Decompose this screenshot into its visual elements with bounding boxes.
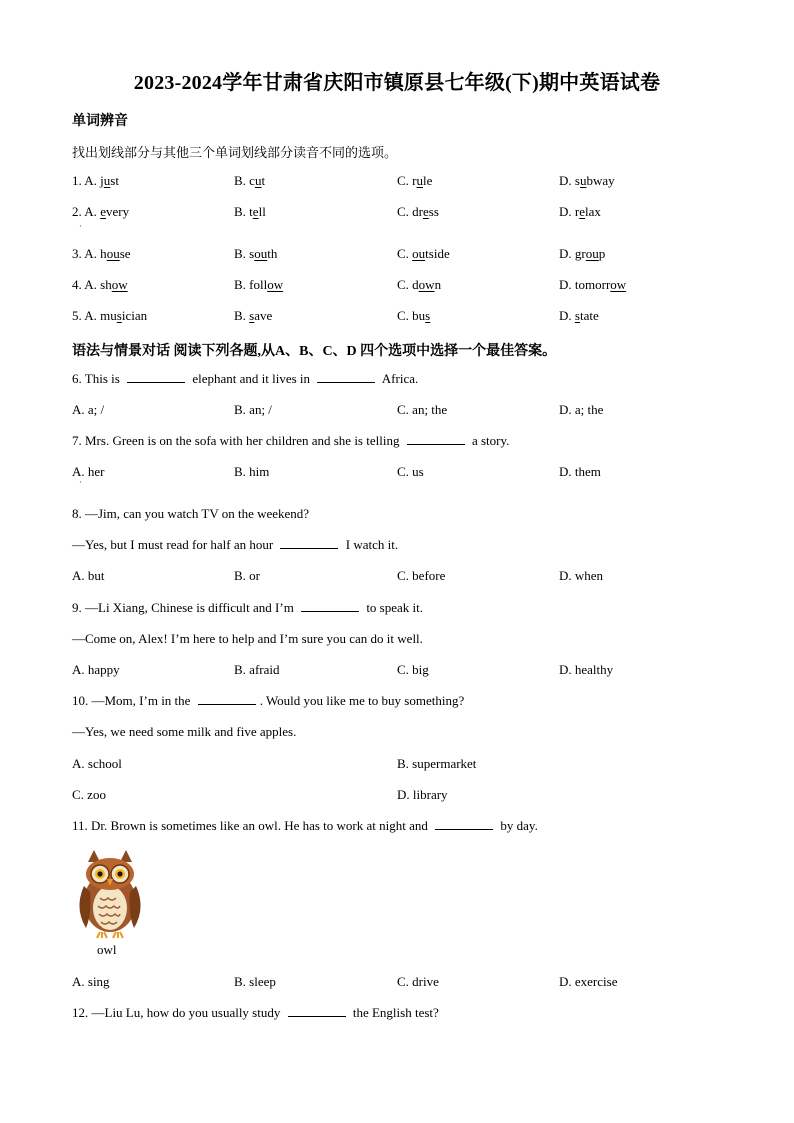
section-heading-pronunciation: 单词辨音	[72, 114, 128, 129]
underlined-letters: s	[249, 308, 255, 323]
underlined-letters: u	[416, 173, 423, 188]
q4-option-b: B. follow	[234, 277, 284, 292]
question-6: 6. This is elephant and it lives in Africa.	[72, 371, 419, 386]
q5-option-d: D. state	[559, 308, 599, 323]
q6-option-c: C. an; the	[397, 402, 448, 417]
q8-option-a: A. but	[72, 568, 105, 583]
question-11: 11. Dr. Brown is sometimes like an owl. He has to work at night and by day.	[72, 818, 538, 833]
underlined-letters: ou	[106, 246, 120, 261]
question-number: 1.	[72, 173, 85, 188]
q7-option-a: A. her	[72, 464, 105, 479]
q10-option-a: A. school	[72, 756, 122, 771]
q8-option-b: B. or	[234, 568, 260, 583]
question-number: 2.	[72, 204, 85, 219]
answer-blank	[198, 693, 256, 705]
question-12: 12. —Liu Lu, how do you usually study the English test?	[72, 1005, 439, 1020]
answer-blank	[280, 537, 338, 549]
q2-option-c: C. dress	[397, 204, 439, 219]
answer-blank	[127, 371, 185, 383]
underlined-letters: ou	[585, 246, 599, 261]
q4-option-c: C. down	[397, 277, 442, 292]
underlined-letters: e	[423, 204, 429, 219]
underlined-letters: ow	[267, 277, 284, 292]
q4-option-d: D. tomorrow	[559, 277, 627, 292]
q3-option-a: 3. A. house	[72, 246, 131, 261]
q11-option-b: B. sleep	[234, 974, 276, 989]
underlined-letters: ou	[412, 246, 426, 261]
q3-option-b: B. south	[234, 246, 278, 261]
q6-option-a: A. a; /	[72, 402, 105, 417]
underlined-letters: ou	[254, 246, 268, 261]
section-instruction: 找出划线部分与其他三个单词划线部分读音不同的选项。	[72, 145, 398, 160]
q1-option-d: D. subway	[559, 173, 615, 188]
owl-icon	[70, 848, 150, 940]
underlined-letters: s	[425, 308, 431, 323]
underlined-letters: e	[252, 204, 259, 219]
q5-option-b: B. save	[234, 308, 273, 323]
question-7: 7. Mrs. Green is on the sofa with her children and she is telling a story.	[72, 433, 510, 448]
q3-option-c: C. outside	[397, 246, 450, 261]
question-8-line-1: 8. —Jim, can you watch TV on the weekend?	[72, 506, 310, 521]
q10-option-c: C. zoo	[72, 787, 106, 802]
q2-option-a: 2. A. every	[72, 204, 130, 219]
underlined-letters: ow	[418, 277, 435, 292]
question-10-line-1: 10. —Mom, I’m in the . Would you like me to buy something?	[72, 693, 465, 708]
underlined-letters: u	[254, 173, 262, 188]
underlined-letters: e	[579, 204, 585, 219]
underlined-letters: e	[100, 204, 106, 219]
stray-mark: ·	[79, 222, 82, 231]
q7-option-b: B. him	[234, 464, 270, 479]
underlined-letters: ow	[610, 277, 627, 292]
q8-option-c: C. before	[397, 568, 446, 583]
answer-blank	[435, 818, 493, 830]
q1-option-a: 1. A. just	[72, 173, 119, 188]
underlined-letters: u	[103, 173, 111, 188]
answer-blank	[288, 1005, 346, 1017]
underlined-letters: s	[574, 308, 580, 323]
stray-mark: ·	[79, 478, 82, 487]
answer-blank	[301, 600, 359, 612]
question-number: 3.	[72, 246, 85, 261]
q11-option-c: C. drive	[397, 974, 439, 989]
q5-option-a: 5. A. musician	[72, 308, 148, 323]
q9-option-d: D. healthy	[559, 662, 614, 677]
q5-option-c: C. bus	[397, 308, 431, 323]
image-caption: owl	[97, 942, 117, 957]
q10-option-d: D. library	[397, 787, 448, 802]
underlined-letters: s	[116, 308, 122, 323]
question-number: 5.	[72, 308, 85, 323]
answer-blank	[317, 371, 375, 383]
q3-option-d: D. group	[559, 246, 606, 261]
question-9-line-2: —Come on, Alex! I’m here to help and I’m sure you can do it well.	[72, 631, 423, 646]
q11-option-d: D. exercise	[559, 974, 618, 989]
q1-option-c: C. rule	[397, 173, 433, 188]
q6-option-b: B. an; /	[234, 402, 272, 417]
underlined-letters: u	[579, 173, 587, 188]
q9-option-a: A. happy	[72, 662, 120, 677]
q2-option-d: D. relax	[559, 204, 601, 219]
q8-option-d: D. when	[559, 568, 604, 583]
question-10-line-2: —Yes, we need some milk and five apples.	[72, 724, 297, 739]
page-title: 2023-2024学年甘肃省庆阳市镇原县七年级(下)期中英语试卷	[133, 72, 661, 94]
owl-illustration	[70, 848, 150, 940]
q9-option-b: B. afraid	[234, 662, 280, 677]
q7-option-d: D. them	[559, 464, 601, 479]
q7-option-c: C. us	[397, 464, 424, 479]
q2-option-b: B. tell	[234, 204, 266, 219]
q11-option-a: A. sing	[72, 974, 110, 989]
question-number: 4.	[72, 277, 85, 292]
q10-option-b: B. supermarket	[397, 756, 477, 771]
q6-option-d: D. a; the	[559, 402, 604, 417]
q9-option-c: C. big	[397, 662, 429, 677]
q4-option-a: 4. A. show	[72, 277, 128, 292]
section-heading-grammar: 语法与情景对话 阅读下列各题,从A、B、C、D 四个选项中选择一个最佳答案。	[72, 344, 557, 359]
q1-option-b: B. cut	[234, 173, 266, 188]
question-8-line-2: —Yes, but I must read for half an hour I watch it.	[72, 537, 399, 552]
answer-blank	[407, 433, 465, 445]
underlined-letters: ow	[111, 277, 128, 292]
question-9-line-1: 9. —Li Xiang, Chinese is difficult and I’m to speak it.	[72, 600, 423, 615]
